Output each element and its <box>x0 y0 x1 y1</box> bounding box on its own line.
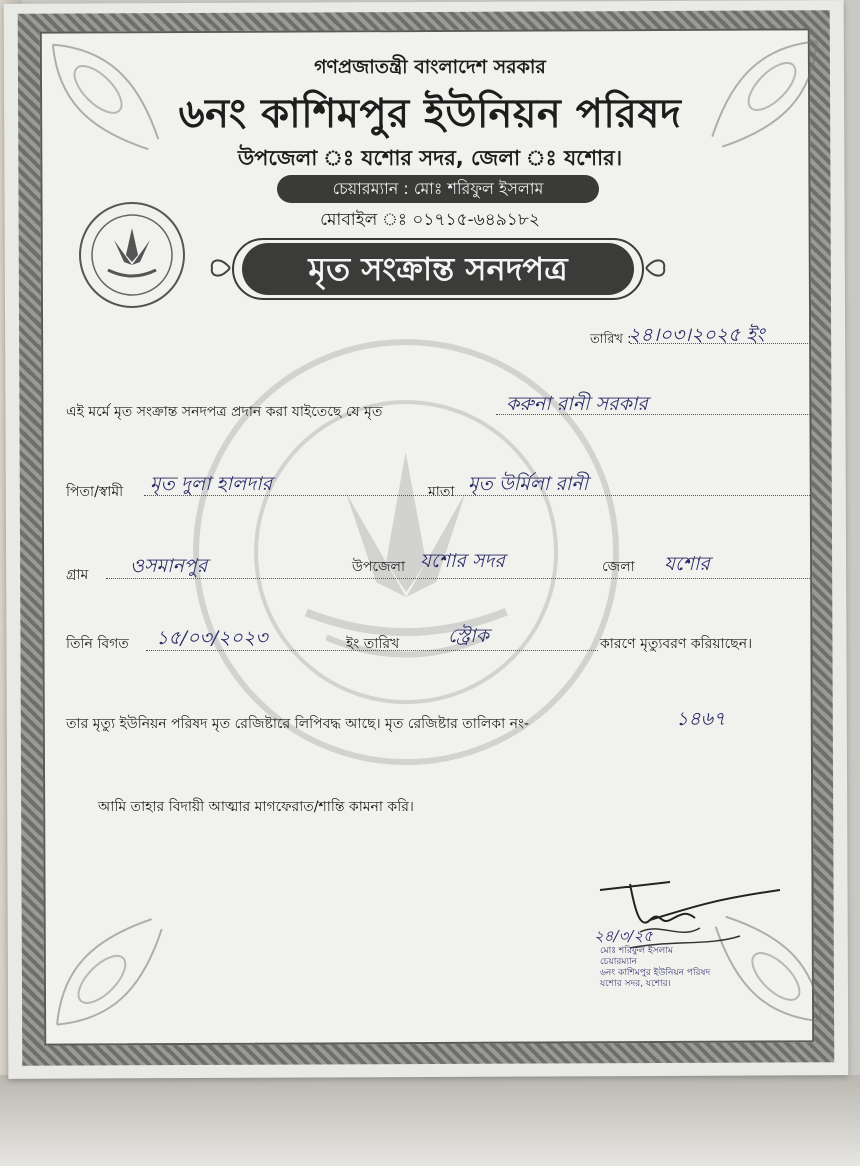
signature-date: ২৪/৩/২৫ <box>594 927 653 945</box>
line2-underline <box>144 495 810 496</box>
official-stamp <box>600 940 710 990</box>
mother-name: মৃত উর্মিলা রানী <box>468 473 589 495</box>
stamp-name: মোঃ শরিফুল ইসলাম <box>600 946 673 956</box>
village-label: গ্রাম <box>66 567 89 583</box>
line1-underline <box>496 414 810 415</box>
mobile-number: মোবাইল ঃ ০১৭১৫-৬৪৯১৮২ <box>320 210 540 230</box>
line1-text: এই মর্মে মৃত সংক্রান্ত সনদপত্র প্রদান করা যাইতেছে যে মৃত <box>66 404 383 420</box>
death-date: ১৫/০৩/২০২৩ <box>156 627 268 649</box>
date-underline <box>630 343 810 344</box>
parent-label: পিতা/স্বামী <box>66 484 124 500</box>
title-flourish-left-icon <box>206 252 232 284</box>
title-flourish-right-icon <box>644 252 670 284</box>
death-cause: স্ট্রোক <box>448 625 489 647</box>
date-label: তারিখ : <box>590 332 632 347</box>
address-line: উপজেলা ঃ যশোর সদর, জেলা ঃ যশোর। <box>237 146 623 170</box>
union-seal-icon <box>76 200 188 310</box>
district-name: যশোর <box>664 553 710 575</box>
corner-ornament-bottom-left-icon <box>52 909 173 1030</box>
upazila-label: উপজেলা <box>352 559 406 575</box>
background-table <box>0 1075 860 1166</box>
register-text: তার মৃত্যু ইউনিয়ন পরিষদ মৃত রেজিষ্টারে লিপিবদ্ধ আছে। মৃত রেজিষ্টার তালিকা নং- <box>66 716 530 732</box>
deceased-name: করুনা রানী সরকার <box>506 393 648 415</box>
mother-label: মাতা <box>428 484 455 500</box>
stamp-title: চেয়ারম্যান <box>600 957 637 967</box>
upazila-name: যশোর সদর <box>420 550 505 572</box>
stamp-office: ৬নং কাশিমপুর ইউনিয়ন পরিষদ <box>600 968 711 978</box>
line4-prefix: তিনি বিগত <box>66 636 129 652</box>
line4-underline <box>146 650 598 651</box>
parent-name: মৃত দুলা হালদার <box>150 473 273 495</box>
line3-underline <box>106 578 810 579</box>
government-heading: গণপ্রজাতন্ত্রী বাংলাদেশ সরকার <box>314 56 546 78</box>
union-council-title: ৬নং কাশিমপুর ইউনিয়ন পরিষদ <box>178 91 682 137</box>
register-number: ১৪৬৭ <box>676 708 726 730</box>
issue-date: ২৪।০৩।২০২৫ ইং <box>628 324 765 346</box>
certificate-title: মৃত সংক্রান্ত সনদপত্র <box>242 243 634 295</box>
village-name: ওসমানপুর <box>130 555 208 577</box>
prayer-text: আমি তাহার বিদায়ী আত্মার মাগফেরাত/শান্তি কামনা করি। <box>98 799 414 815</box>
chairman-badge: চেয়ারম্যান : মোঃ শরিফুল ইসলাম <box>277 175 599 203</box>
district-label: জেলা <box>602 559 635 575</box>
line4-suffix: কারণে মৃত্যুবরণ করিয়াছেন। <box>600 636 753 652</box>
stamp-location: যশোর সদর, যশোর। <box>600 979 671 989</box>
line4-mid: ইং তারিখ <box>346 636 400 652</box>
